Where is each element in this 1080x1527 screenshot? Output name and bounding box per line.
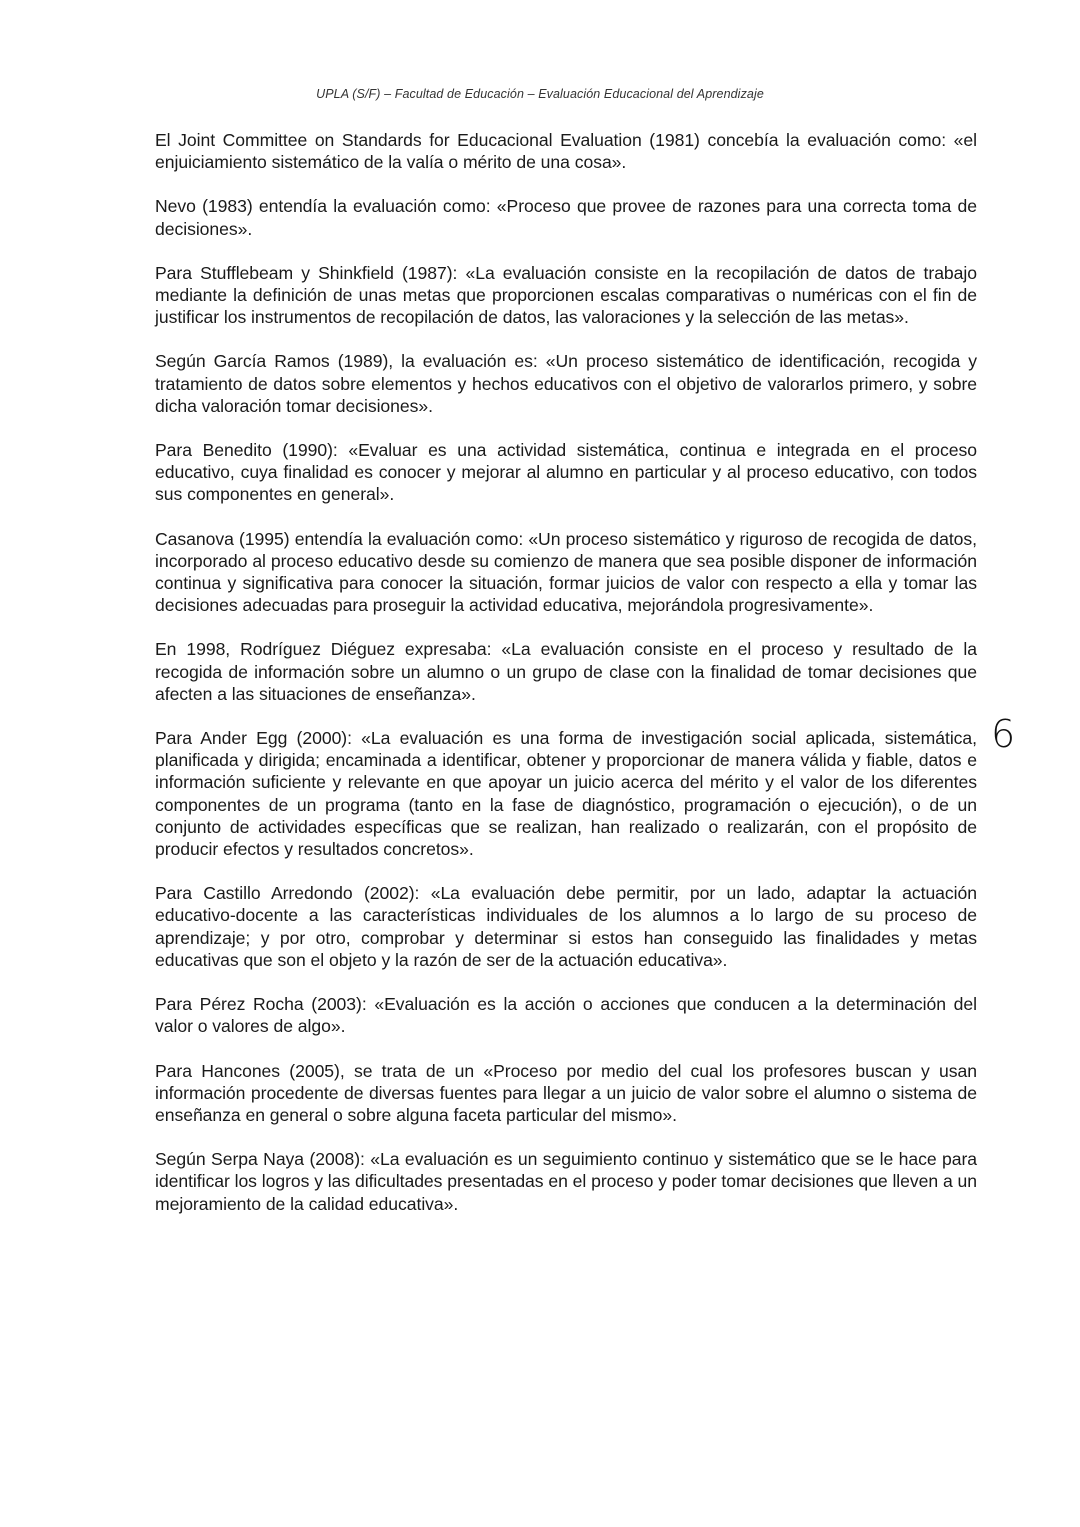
paragraph-benedito: Para Benedito (1990): «Evaluar es una actividad sistemática, continua e integrada en el proceso educativo, cuya finalidad es conocer y mejorar al alumno en particular y al proceso educativo, con todos sus componentes en general». <box>155 440 977 505</box>
paragraph-nevo: Nevo (1983) entendía la evaluación como: «Proceso que provee de razones para una correcta toma de decisiones». <box>155 196 977 239</box>
paragraph-hancones: Para Hancones (2005), se trata de un «Proceso por medio del cual los profesores buscan y usan información procedente de diversas fuentes para llegar a un juicio de valor sobre el alumno o sistema de enseñanza en general o sobre alguna faceta particular del mismo». <box>155 1060 977 1125</box>
paragraph-casanova: Casanova (1995) entendía la evaluación como: «Un proceso sistemático y riguroso de recogida de datos, incorporado al proceso educativo desde su comienzo de manera que sea posible disponer de información continua y significativa para conocer la situación, formar juicios de valor con respecto a ella y tomar las decisiones adecuadas para proseguir la actividad educativa, mejorándola progresivamente». <box>155 528 977 616</box>
paragraph-serpa-naya: Según Serpa Naya (2008): «La evaluación es un seguimiento continuo y sistemático que se le hace para identificar los logros y las dificultades presentadas en el proceso y poder tomar decisiones que lleven a un mejoramiento de la calidad educativa». <box>155 1149 977 1214</box>
paragraph-ander-egg: Para Ander Egg (2000): «La evaluación es una forma de investigación social aplicada, sistemática, planificada y dirigida; encaminada a identificar, obtener y proporcionar de manera válida y fiable, datos e información suficiente y relevante en que apoyar un juicio acerca del mérito y el valor de los diferentes componentes de un programa (tanto en la fase de diagnóstico, programación o ejecución), o de un conjunto de actividades específicas que se realizan, han realizado o realizarán, con el propósito de producir efectos y resultados concretos». <box>155 728 977 860</box>
paragraph-joint-committee: El Joint Committee on Standards for Educacional Evaluation (1981) concebía la evaluación como: «el enjuiciamiento sistemático de la valía o mérito de una cosa». <box>155 130 977 173</box>
page-number: 6 <box>991 712 1016 756</box>
paragraph-castillo-arredondo: Para Castillo Arredondo (2002): «La evaluación debe permitir, por un lado, adaptar la actuación educativo-docente a las características individuales de los alumnos a lo largo de su proceso de aprendizaje; y por otro, comprobar y determinar si estos han conseguido las finalidades y metas educativas que son el objeto y la razón de ser de la actuación educativa». <box>155 883 977 970</box>
paragraph-perez-rocha: Para Pérez Rocha (2003): «Evaluación es la acción o acciones que conducen a la determinación del valor o valores de algo». <box>155 994 977 1037</box>
paragraph-garcia-ramos: Según García Ramos (1989), la evaluación es: «Un proceso sistemático de identificación, recogida y tratamiento de datos sobre elementos y hechos educativos con el objetivo de valorarlos primero, y sobre dicha valoración tomar decisiones». <box>155 351 977 416</box>
paragraph-stufflebeam-shinkfield: Para Stufflebeam y Shinkfield (1987): «La evaluación consiste en la recopilación de datos de trabajo mediante la definición de unas metas que proporcionen escalas comparativas o numéricas con el fin de justificar los instrumentos de recopilación de datos, las valoraciones y la selección de las metas». <box>155 262 977 328</box>
running-header: UPLA (S/F) – Facultad de Educación – Evaluación Educacional del Aprendizaje <box>316 87 764 101</box>
document-body <box>155 129 977 1237</box>
paragraph-rodriguez-dieguez: En 1998, Rodríguez Diéguez expresaba: «La evaluación consiste en el proceso y resultado de la recogida de información sobre un alumno o un grupo de clase con la finalidad de tomar decisiones que afecten a las situaciones de enseñanza». <box>155 639 977 704</box>
